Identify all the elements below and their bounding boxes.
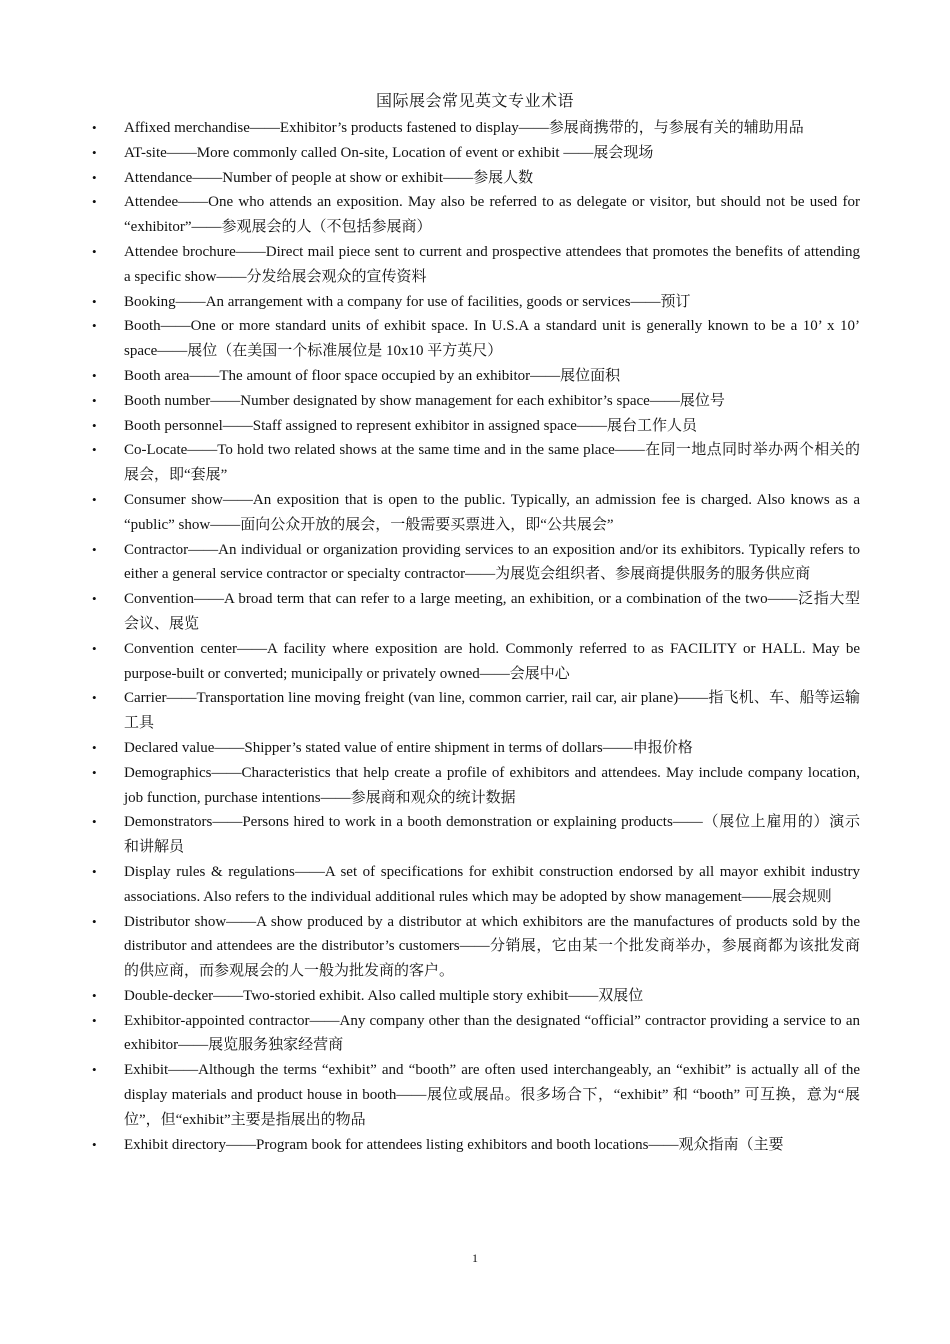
list-item: [92, 538, 860, 588]
bullet-icon: •: [92, 863, 97, 879]
bullet-icon: •: [92, 541, 97, 557]
list-item: [92, 141, 860, 166]
list-item: [92, 761, 860, 811]
term-text: Consumer show——An exposition that is open to the public. Typically, an admission fee is charged. Also knows as a “public” show——面向公众开放的展会，一般需要买票进入，即“公共展会”: [124, 491, 860, 533]
list-item: [92, 414, 860, 439]
list-item: [92, 314, 860, 364]
term-text: Carrier——Transportation line moving freight (van line, common carrier, rail car, air plane)——指飞机、车、船等运输工具: [124, 690, 860, 732]
bullet-icon: •: [92, 120, 97, 135]
bullet-icon: •: [92, 690, 97, 706]
bullet-icon: •: [92, 814, 97, 830]
bullet-icon: •: [92, 913, 97, 929]
list-item: [92, 984, 860, 1009]
list-item: [92, 686, 860, 736]
bullet-icon: •: [92, 367, 97, 383]
list-item: [92, 240, 860, 290]
list-item: [92, 587, 860, 637]
term-text: Attendee brochure——Direct mail piece sent to current and prospective attendees that promotes the benefits of attending a specific show——分发给展会观众的宣传资料: [124, 243, 860, 285]
bullet-icon: •: [92, 1012, 97, 1028]
bullet-icon: •: [92, 194, 97, 210]
list-item: [92, 190, 860, 240]
list-item: [92, 1058, 860, 1132]
term-text: Demonstrators——Persons hired to work in a booth demonstration or explaining products——（展位上雇用的）演示和讲解员: [124, 814, 860, 856]
term-text: Double-decker——Two-storied exhibit. Also called multiple story exhibit——双展位: [124, 987, 644, 1004]
term-text: Convention center——A facility where exposition are hold. Commonly referred to as FACILITY or HALL. May be purpose-built or converted; municipally or privately owned——会展中心: [124, 640, 860, 682]
list-item: [92, 488, 860, 538]
term-text: Booth number——Number designated by show management for each exhibitor’s space——展位号: [124, 392, 725, 409]
term-text: Booth——One or more standard units of exhibit space. In U.S.A a standard unit is generally known to be a 10’ x 10’ space——展位（在美国一个标准展位是 10x10 平方英尺）: [124, 318, 860, 360]
list-item: [92, 116, 860, 141]
term-text: Booking——An arrangement with a company for use of facilities, goods or services——预订: [124, 293, 691, 310]
term-text: AT-site——More commonly called On-site, Location of event or exhibit ——展会现场: [124, 144, 654, 161]
bullet-icon: •: [92, 442, 97, 458]
term-text: Attendance——Number of people at show or exhibit——参展人数: [124, 169, 534, 186]
bullet-icon: •: [92, 318, 97, 334]
list-item: [92, 438, 860, 488]
term-text: Display rules & regulations——A set of specifications for exhibit construction endorsed by all mayor exhibit industry associations. Also refers to the individual additional rules which may be adopted by show management——展会规则: [124, 863, 860, 905]
term-text: Exhibitor-appointed contractor——Any company other than the designated “official” contractor providing a service to an exhibitor——展览服务独家经营商: [124, 1012, 860, 1054]
list-item: [92, 736, 860, 761]
list-item: [92, 810, 860, 860]
term-text: Booth personnel——Staff assigned to represent exhibitor in assigned space——展台工作人员: [124, 417, 697, 434]
bullet-icon: •: [92, 591, 97, 607]
list-item: [92, 389, 860, 414]
term-text: Convention——A broad term that can refer to a large meeting, an exhibition, or a combination of the two——泛指大型会议、展览: [124, 591, 860, 632]
list-item: [92, 166, 860, 191]
document-title: 国际展会常见英文专业术语: [375, 93, 574, 110]
bullet-icon: •: [92, 243, 97, 259]
bullet-icon: •: [92, 640, 97, 656]
bullet-icon: •: [92, 144, 97, 160]
term-text: Booth area——The amount of floor space occupied by an exhibitor——展位面积: [124, 367, 621, 384]
list-item: [92, 1009, 860, 1059]
bullet-icon: •: [92, 417, 97, 433]
bullet-icon: •: [92, 1062, 97, 1078]
bullet-icon: •: [92, 764, 97, 780]
list-item: [92, 364, 860, 389]
bullet-icon: •: [92, 987, 97, 1003]
list-item: [92, 1133, 860, 1158]
term-text: Affixed merchandise——Exhibitor’s products fastened to display——参展商携带的，与参展有关的辅助用品: [124, 120, 804, 136]
term-text: Attendee——One who attends an exposition. May also be referred to as delegate or visitor, but should not be used for “exhibitor”——参观展会的人（不包括参展商）: [124, 194, 860, 236]
bullet-icon: •: [92, 293, 97, 309]
term-list: [92, 116, 860, 1157]
list-item: [92, 860, 860, 910]
list-item: [92, 637, 860, 687]
list-item: [92, 910, 860, 984]
term-text: Exhibit directory——Program book for attendees listing exhibitors and booth locations——观众指南（主要: [124, 1136, 784, 1153]
bullet-icon: •: [92, 1136, 97, 1152]
list-item: [92, 290, 860, 315]
bullet-icon: •: [92, 392, 97, 408]
page-number: 1: [472, 1251, 478, 1265]
term-text: Exhibit——Although the terms “exhibit” and “booth” are often used interchangeably, an “exhibit” is actually all of the display materials and product house in booth——展位或展品。很多场合下，“exhibit” 和 “booth” 可互换，意为“展位”，但“exhibit”主要是指展出的物品: [124, 1062, 860, 1128]
term-text: Demographics——Characteristics that help create a profile of exhibitors and attendees. May include company location, job function, purchase intentions——参展商和观众的统计数据: [124, 764, 860, 806]
term-text: Contractor——An individual or organization providing services to an exposition and/or its exhibitors. Typically refers to either a general service contractor or specialty contractor——为展览会组织者、参展商提供服务的服务供应商: [124, 541, 860, 583]
term-text: Co-Locate——To hold two related shows at the same time and in the same place——在同一地点同时举办两个相关的展会，即“套展”: [124, 442, 860, 484]
term-text: Distributor show——A show produced by a distributor at which exhibitors are the manufactures of products sold by the distributor and attendees are the distributor’s customers——分销展，它由某一个批发商举办，参展商都为该批发商的供应商，而参观展会的人一般为批发商的客户。: [124, 913, 860, 980]
bullet-icon: •: [92, 169, 97, 185]
bullet-icon: •: [92, 739, 97, 755]
bullet-icon: •: [92, 491, 97, 507]
term-text: Declared value——Shipper’s stated value of entire shipment in terms of dollars——申报价格: [124, 739, 693, 756]
